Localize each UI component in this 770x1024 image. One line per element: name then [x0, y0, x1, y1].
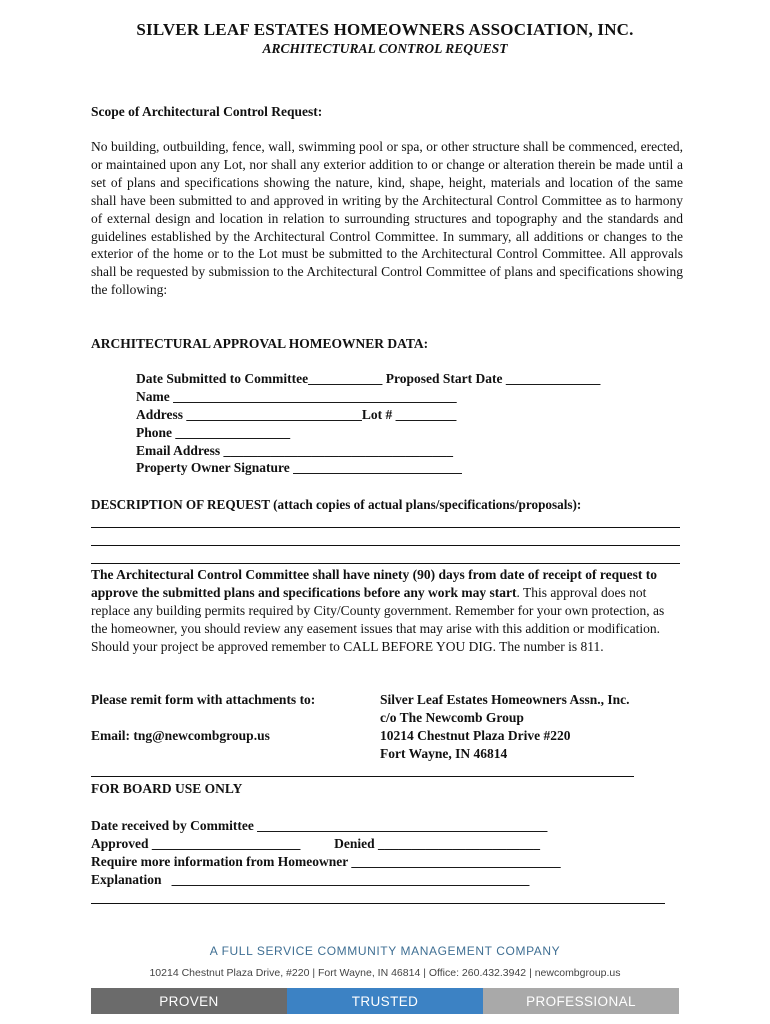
description-line-3[interactable] — [91, 563, 680, 564]
homeowner-data-heading: ARCHITECTURAL APPROVAL HOMEOWNER DATA: — [91, 336, 429, 351]
description-heading: DESCRIPTION OF REQUEST (attach copies of actual plans/specifications/proposals): — [91, 497, 582, 512]
remit-label: Please remit form with attachments to: — [91, 692, 316, 707]
contact-email: Email: tng@newcombgroup.us — [91, 728, 270, 743]
address-line: Fort Wayne, IN 46814 — [380, 745, 508, 761]
section-divider — [91, 776, 634, 777]
board-fields — [91, 817, 671, 889]
description-line-2[interactable] — [91, 545, 680, 546]
owner-signature-field[interactable]: Property Owner Signature _________________________ — [136, 460, 462, 476]
description-line-1[interactable] — [91, 527, 680, 528]
footer-tagline: A FULL SERVICE COMMUNITY MANAGEMENT COMPANY — [209, 944, 561, 958]
address-line: 10214 Chestnut Plaza Drive #220 — [380, 727, 571, 743]
form-title: SILVER LEAF ESTATES HOMEOWNERS ASSOCIATION, INC. — [136, 20, 634, 39]
banner-segment-trusted: TRUSTED — [287, 988, 483, 1014]
date-submitted-field[interactable]: Date Submitted to Committee___________ Proposed Start Date ______________ — [136, 371, 601, 386]
phone-field[interactable]: Phone _________________ — [136, 424, 291, 440]
banner-segment-professional: PROFESSIONAL — [483, 988, 679, 1014]
date-received-field[interactable]: Date received by Committee ___________________________________________ — [91, 818, 548, 833]
name-field[interactable]: Name __________________________________________ — [136, 388, 457, 404]
homeowner-fields — [136, 370, 696, 477]
footer-address: 10214 Chestnut Plaza Drive, #220 | Fort Wayne, IN 46814 | Office: 260.432.3942 | newcombgroup.us — [149, 967, 621, 979]
mailing-address — [380, 691, 630, 763]
banner-segment-proven: PROVEN — [91, 988, 287, 1014]
review-notice — [91, 566, 683, 656]
email-address-field[interactable]: Email Address __________________________________ — [136, 442, 454, 458]
notice-text: . This approval does not replace any building permits required by City/County government. Remember for your own protection, as the homeowner, you should review any easement issues that may arise with this addition or modification. Should your project be approved remember to CALL BEFORE YOU DIG. The number is 811. — [91, 584, 665, 654]
scope-heading: Scope of Architectural Control Request: — [91, 104, 323, 119]
more-info-field[interactable]: Require more information from Homeowner _______________________________ — [91, 853, 561, 869]
approved-denied-field[interactable]: Approved ______________________ Denied ________________________ — [91, 835, 541, 851]
scope-body: No building, outbuilding, fence, wall, swimming pool or spa, or other structure shall be commenced, erected, or maintained upon any Lot, nor shall any exterior addition to or change or alteration therein be made until a set of plans and specifications showing the nature, kind, shape, height, materials and location of the same shall have been submitted to and approved in writing by the Architectural Control Committee as to harmony of external design and location in relation to surrounding structures and topography and the standards and guidelines established by the Architectural Control Committee. In summary, all additions or changes to the exterior of the home or to the Lot must be submitted to the Architectural Control Committee. All approvals shall be requested by submission to the Architectural Control Committee of plans and specifications showing the following: — [91, 139, 683, 298]
address-lot-field[interactable]: Address __________________________Lot # _________ — [136, 406, 457, 422]
footer-banner — [91, 988, 679, 1014]
explanation-line-2[interactable] — [91, 903, 665, 904]
board-use-heading: FOR BOARD USE ONLY — [91, 781, 243, 796]
notice-bold-text: The Architectural Control Committee shall have ninety (90) days from date of receipt of request to approve the submitted plans and specifications before any work may start — [91, 567, 658, 600]
explanation-field[interactable]: Explanation _____________________________________________________ — [91, 871, 530, 887]
address-line: Silver Leaf Estates Homeowners Assn., Inc. — [380, 692, 630, 707]
form-subtitle: ARCHITECTURAL CONTROL REQUEST — [262, 41, 508, 56]
address-line: c/o The Newcomb Group — [380, 709, 524, 725]
